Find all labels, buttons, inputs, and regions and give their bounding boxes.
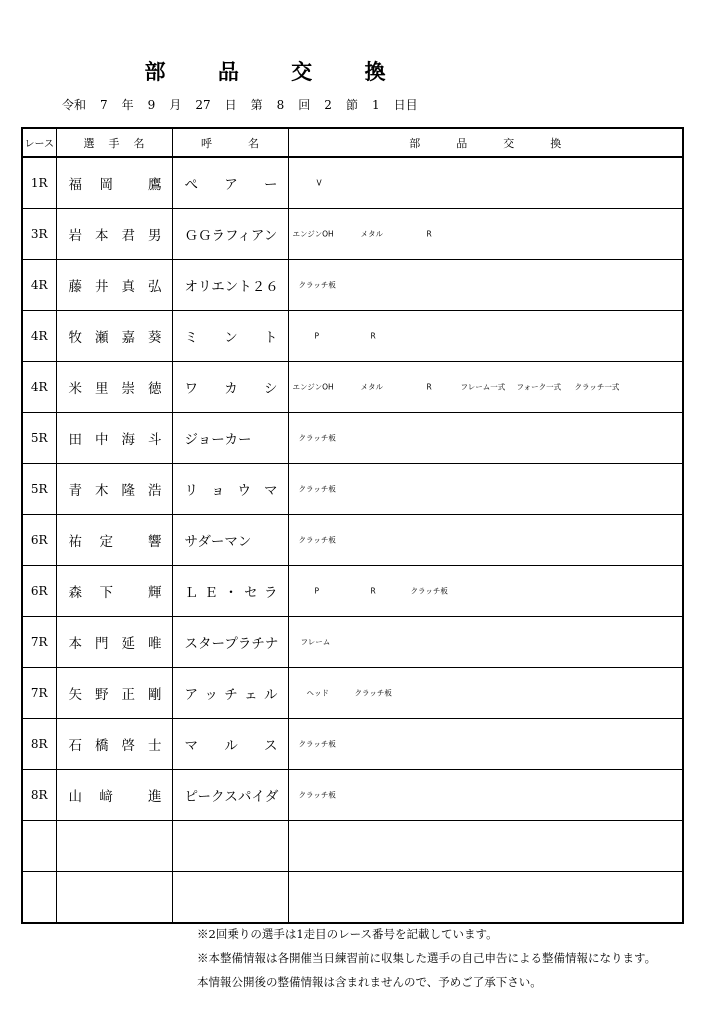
session-unit: 節: [345, 98, 358, 112]
note-3: 本情報公開後の整備情報は含まれませんので、予めご了承下さい。: [197, 975, 542, 989]
parts-exchanged: [288, 617, 683, 668]
race-number: 7R: [22, 617, 56, 668]
rider-name-char: 浩: [148, 483, 162, 499]
rider-name: [56, 311, 172, 362]
rider-name-char: 岡: [99, 177, 113, 193]
table-row: [22, 821, 683, 872]
page-title: [0, 56, 530, 86]
bike-name-part: ピークスパイダ: [184, 789, 279, 805]
bike-name-part: Ｌ: [184, 585, 198, 601]
part-item: R: [370, 331, 376, 341]
bike-name: [172, 770, 288, 821]
rider-name-char: 本: [95, 228, 109, 244]
rider-name-char: 藤: [68, 279, 82, 295]
part-item: R: [370, 586, 376, 596]
rider-name-char: 鷹: [148, 177, 162, 193]
parts-exchanged: [288, 260, 683, 311]
rider-name-char: 響: [148, 534, 162, 550]
note-1: ※2回乗りの選手は1走目のレース番号を記載しています。: [197, 927, 498, 941]
bike-name-part: マ: [264, 483, 278, 499]
table-row: [22, 260, 683, 311]
bike-name-part: リ: [184, 483, 198, 499]
rider-name: [56, 668, 172, 719]
session-no: 2: [324, 98, 332, 112]
rider-name-char: 橋: [95, 738, 109, 754]
parts-exchanged: [288, 566, 683, 617]
bike-name-part: ウ: [237, 483, 251, 499]
date-line: [62, 96, 432, 113]
rider-name: [56, 770, 172, 821]
bike-name-part: ー: [264, 177, 278, 193]
rider-name-char: 啓: [121, 738, 135, 754]
rider-name-char: 葵: [148, 330, 162, 346]
parts-exchange-table: [21, 127, 684, 924]
bike-name-part: ア: [224, 177, 238, 193]
bike-name: [172, 821, 288, 872]
rider-name-char: 延: [121, 636, 135, 652]
parts-exchanged: [288, 668, 683, 719]
rider-name: [56, 617, 172, 668]
bike-name: [172, 668, 288, 719]
part-item: クラッチ板: [298, 280, 336, 290]
rider-name: [56, 157, 172, 209]
table-row: [22, 770, 683, 821]
part-item: V: [316, 178, 322, 188]
race-number: 7R: [22, 668, 56, 719]
table-row: [22, 617, 683, 668]
part-item: メタル: [360, 229, 383, 239]
rider-name: [56, 464, 172, 515]
bike-name: [172, 209, 288, 260]
part-item: フレーム一式: [460, 382, 506, 392]
part-item: R: [426, 382, 432, 392]
rider-name: [56, 209, 172, 260]
bike-name-part: ミ: [184, 330, 198, 346]
month-unit: 月: [169, 98, 182, 112]
part-item: クラッチ板: [298, 739, 336, 749]
parts-exchanged: [288, 770, 683, 821]
parts-exchanged: [288, 311, 683, 362]
rider-name: [56, 413, 172, 464]
bike-name: [172, 872, 288, 924]
rider-name-char: 弘: [148, 279, 162, 295]
rider-name-char: 森: [68, 585, 82, 601]
bike-name-part: ア: [184, 687, 198, 703]
part-item: フォーク一式: [516, 382, 562, 392]
table-row: [22, 413, 683, 464]
rider-name-char: 徳: [148, 381, 162, 397]
rider-name: [56, 515, 172, 566]
rider-name-char: 君: [121, 228, 135, 244]
rider-name: [56, 260, 172, 311]
rider-name-char: 隆: [121, 483, 135, 499]
day: 27: [195, 98, 211, 112]
rider-name-char: 矢: [68, 687, 82, 703]
bike-name-part: ラ: [264, 585, 278, 601]
bike-name: [172, 515, 288, 566]
part-item: クラッチ板: [298, 790, 336, 800]
bike-name: [172, 719, 288, 770]
header-name-char: 名: [133, 136, 145, 150]
bike-name-part: ル: [264, 687, 278, 703]
bike-name-part: スタープラチナ: [184, 636, 279, 652]
rider-name-char: 牧: [68, 330, 82, 346]
race-number: 6R: [22, 515, 56, 566]
bike-name-part: マ: [184, 738, 198, 754]
rider-name-char: 剛: [148, 687, 162, 703]
race-number: 5R: [22, 413, 56, 464]
rider-name-char: 青: [68, 483, 82, 499]
rider-name-char: 米: [68, 381, 82, 397]
table-body: [22, 157, 683, 923]
header-call-char: 名: [248, 136, 259, 150]
bike-name-part: セ: [244, 585, 258, 601]
year: 7: [100, 98, 108, 112]
rider-name-char: 正: [121, 687, 135, 703]
bike-name-part: ル: [224, 738, 238, 754]
parts-exchanged: [288, 413, 683, 464]
part-item: クラッチ板: [354, 688, 392, 698]
rider-name: [56, 566, 172, 617]
part-item: P: [314, 331, 320, 341]
header-name-char: 選: [83, 136, 95, 150]
rider-name-char: 輝: [148, 585, 162, 601]
bike-name: [172, 464, 288, 515]
part-item: フレーム: [300, 637, 331, 647]
bike-name-part: オリエント２６: [184, 279, 279, 295]
race-number: 4R: [22, 311, 56, 362]
part-item: クラッチ板: [298, 484, 336, 494]
part-item: ヘッド: [306, 688, 329, 698]
header-parts-char: 部: [409, 136, 421, 150]
table-row: [22, 157, 683, 209]
rider-name-char: 井: [95, 279, 109, 295]
table-row: [22, 668, 683, 719]
header-parts-char: 品: [456, 136, 468, 150]
bike-name-part: シ: [264, 381, 278, 397]
rider-name: [56, 872, 172, 924]
title-char: 部: [144, 59, 166, 84]
bike-name-part: ン: [224, 330, 238, 346]
bike-name: [172, 157, 288, 209]
bike-name-part: ェ: [244, 687, 258, 703]
table-row: [22, 464, 683, 515]
rider-name-char: 里: [95, 381, 109, 397]
rider-name-char: 進: [148, 789, 162, 805]
race-number: 4R: [22, 362, 56, 413]
parts-exchanged: [288, 209, 683, 260]
rider-name: [56, 362, 172, 413]
rider-name-char: 岩: [68, 228, 82, 244]
parts-exchanged: [288, 821, 683, 872]
rider-name-char: 門: [95, 636, 109, 652]
header-name: [56, 128, 172, 157]
bike-name-part: サダーマン: [184, 534, 252, 550]
rider-name-char: 嘉: [121, 330, 135, 346]
race-number: 4R: [22, 260, 56, 311]
race-number: [22, 821, 56, 872]
title-char: 換: [364, 59, 386, 84]
era: 令和: [62, 98, 87, 112]
bike-name-part: カ: [224, 381, 238, 397]
meet-unit: 回: [298, 98, 311, 112]
parts-exchanged: [288, 362, 683, 413]
rider-name-char: 士: [148, 738, 162, 754]
table-row: [22, 311, 683, 362]
rider-name: [56, 821, 172, 872]
rider-name-char: 斗: [148, 432, 162, 448]
bike-name: [172, 566, 288, 617]
header-call-char: 呼: [201, 136, 212, 150]
rider-name: [56, 719, 172, 770]
part-item: クラッチ板: [298, 433, 336, 443]
meet-prefix: 第: [250, 98, 263, 112]
rider-name-char: 真: [121, 279, 135, 295]
race-number: 6R: [22, 566, 56, 617]
table-row: [22, 515, 683, 566]
bike-name: [172, 362, 288, 413]
table-row: [22, 566, 683, 617]
parts-exchanged: [288, 872, 683, 924]
part-item: クラッチ板: [298, 535, 336, 545]
rider-name-char: 男: [148, 228, 162, 244]
title-char: 交: [291, 59, 313, 84]
table-row: [22, 209, 683, 260]
bike-name: [172, 413, 288, 464]
rider-name-char: 唯: [148, 636, 162, 652]
part-item: エンジンOH: [292, 382, 334, 392]
rider-name-char: 崇: [121, 381, 135, 397]
rider-name-char: 瀬: [95, 330, 109, 346]
header-call: [172, 128, 288, 157]
rider-name-char: 野: [95, 687, 109, 703]
race-number: 3R: [22, 209, 56, 260]
race-number: 8R: [22, 770, 56, 821]
race-number: [22, 872, 56, 924]
parts-exchanged: [288, 515, 683, 566]
parts-exchanged: [288, 719, 683, 770]
bike-name-part: ＧＧラフィアン: [184, 228, 278, 244]
day-unit: 日: [224, 98, 237, 112]
rider-name-char: 福: [68, 177, 82, 193]
bike-name-part: ョ: [211, 483, 225, 499]
rider-name-char: 祐: [68, 534, 82, 550]
part-item: クラッチ板: [410, 586, 448, 596]
table-row: [22, 362, 683, 413]
bike-name: [172, 617, 288, 668]
rider-name-char: 石: [68, 738, 82, 754]
rider-name-char: 田: [68, 432, 82, 448]
part-item: エンジンOH: [292, 229, 334, 239]
race-number: 8R: [22, 719, 56, 770]
bike-name-part: ト: [264, 330, 278, 346]
race-number: 1R: [22, 157, 56, 209]
part-item: P: [314, 586, 320, 596]
header-parts: [288, 128, 683, 157]
table-row: [22, 872, 683, 924]
bike-name: [172, 260, 288, 311]
note-2: ※本整備情報は各開催当日練習前に収集した選手の自己申告による整備情報になります。: [197, 951, 657, 965]
header-parts-char: 換: [550, 136, 562, 150]
bike-name-part: チ: [224, 687, 238, 703]
rider-name-char: 山: [68, 789, 82, 805]
header-parts-char: 交: [503, 136, 515, 150]
bike-name-part: ぺ: [184, 177, 198, 193]
part-item: メタル: [360, 382, 383, 392]
bike-name-part: ・: [224, 585, 238, 601]
race-number: 5R: [22, 464, 56, 515]
day-no: 1: [371, 98, 380, 112]
title-char: 品: [217, 59, 239, 84]
rider-name-char: 下: [99, 585, 113, 601]
parts-exchanged: [288, 464, 683, 515]
header-race: レース: [22, 128, 56, 157]
table-row: [22, 719, 683, 770]
bike-name-part: ワ: [184, 381, 198, 397]
rider-name-char: 定: [99, 534, 113, 550]
month: 9: [147, 98, 156, 112]
rider-name-char: 木: [95, 483, 109, 499]
header-name-char: 手: [108, 136, 120, 150]
rider-name-char: 海: [121, 432, 135, 448]
rider-name-char: 本: [68, 636, 82, 652]
day-no-unit: 日目: [393, 98, 418, 112]
bike-name-part: Ｅ: [204, 585, 218, 601]
rider-name-char: 﨑: [99, 789, 113, 805]
part-item: クラッチ一式: [574, 382, 620, 392]
table-header-row: [22, 128, 683, 157]
parts-exchanged: [288, 157, 683, 209]
year-unit: 年: [121, 98, 134, 112]
bike-name-part: ス: [264, 738, 278, 754]
rider-name-char: 中: [95, 432, 109, 448]
meet-no: 8: [276, 98, 285, 112]
bike-name-part: ジョーカー: [184, 432, 252, 448]
bike-name: [172, 311, 288, 362]
bike-name-part: ッ: [204, 687, 218, 703]
part-item: R: [426, 229, 432, 239]
